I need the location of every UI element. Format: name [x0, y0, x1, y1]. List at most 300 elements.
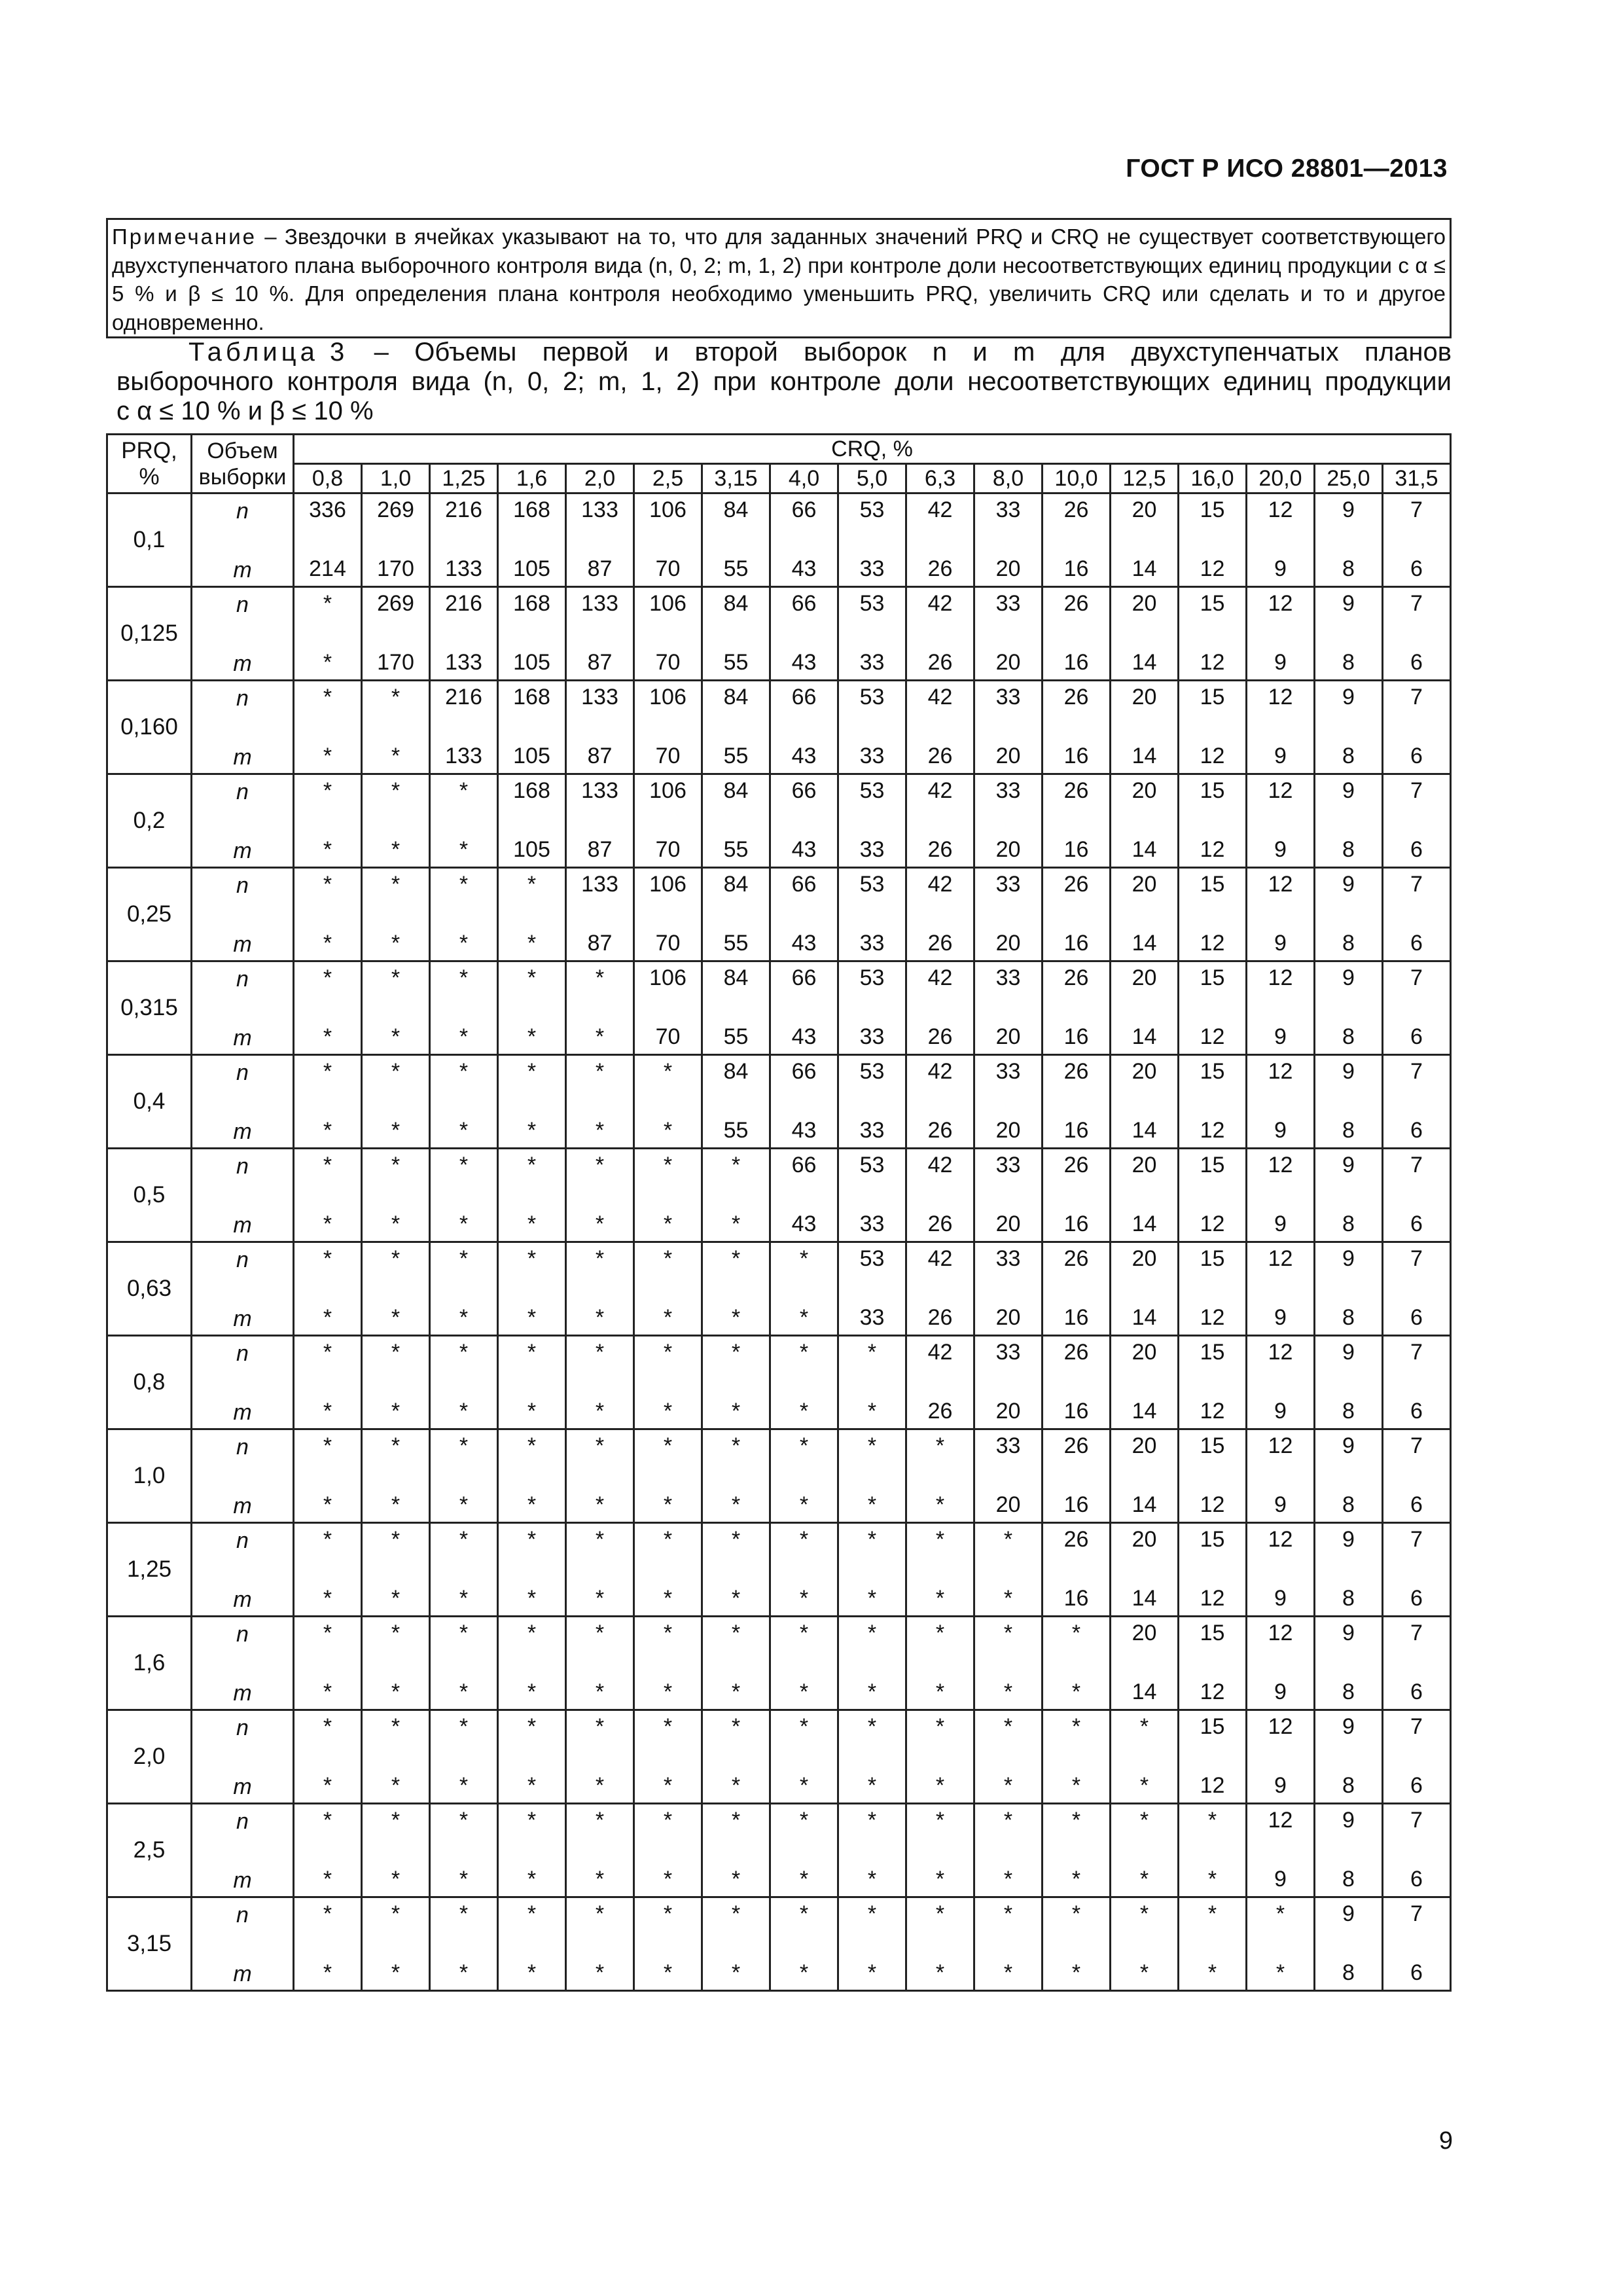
value-n: * [731, 1808, 741, 1833]
table-row [107, 681, 1451, 774]
value-n: 7 [1410, 1340, 1423, 1365]
value-m: 43 [791, 650, 817, 675]
value-n: 84 [723, 778, 749, 803]
value-m: * [459, 1211, 469, 1236]
value-m: 6 [1410, 650, 1423, 675]
value-n: 133 [581, 591, 618, 616]
value-n: * [867, 1527, 877, 1552]
sample-size-cell [1247, 1429, 1315, 1523]
value-n: 9 [1342, 1621, 1355, 1645]
value-n: * [391, 685, 401, 709]
value-m: 20 [995, 556, 1021, 581]
label-m: m [233, 838, 252, 863]
prq-value: 0,125 [107, 587, 192, 681]
value-m: 26 [927, 837, 953, 862]
sample-size-cell [1179, 493, 1247, 587]
value-n: 9 [1342, 965, 1355, 990]
value-n: 26 [1063, 685, 1089, 709]
value-n: 33 [995, 1153, 1021, 1177]
sample-label-cell [192, 868, 294, 961]
crq-value: 16,0 [1179, 464, 1247, 493]
value-n: 168 [513, 685, 550, 709]
sample-size-cell [770, 1617, 838, 1710]
value-n: 15 [1200, 1433, 1225, 1458]
value-n: 168 [513, 778, 550, 803]
value-n: 84 [723, 591, 749, 616]
sample-size-cell [294, 868, 362, 961]
value-n: 9 [1342, 1059, 1355, 1084]
sample-size-cell [362, 1429, 430, 1523]
value-m: 14 [1132, 1586, 1157, 1611]
value-m: 170 [377, 556, 414, 581]
sample-size-cell [430, 961, 498, 1055]
sample-size-cell [838, 774, 906, 868]
sample-size-cell [702, 1523, 770, 1617]
value-m: 8 [1342, 1492, 1355, 1517]
sample-size-cell [1111, 961, 1179, 1055]
value-m: * [1275, 1960, 1285, 1985]
value-m: 87 [587, 744, 613, 768]
value-n: * [867, 1340, 877, 1365]
value-m: * [323, 1586, 332, 1611]
table-header-row [107, 435, 1451, 464]
sample-size-cell [1383, 587, 1451, 681]
sample-size-cell [294, 961, 362, 1055]
value-n: * [1207, 1808, 1217, 1833]
sample-size-cell [1043, 493, 1111, 587]
value-n: 26 [1063, 965, 1089, 990]
sample-size-cell [770, 868, 838, 961]
value-m: 16 [1063, 1211, 1089, 1236]
sample-size-cell [634, 1429, 702, 1523]
sample-size-cell [702, 587, 770, 681]
sample-size-cell [974, 1149, 1043, 1242]
sample-size-cell [906, 1617, 974, 1710]
value-n: * [1003, 1621, 1013, 1645]
sample-size-cell [1111, 1336, 1179, 1429]
label-n: n [236, 1903, 249, 1928]
value-m: * [527, 1867, 537, 1892]
value-n: * [459, 1246, 469, 1271]
value-n: * [867, 1621, 877, 1645]
value-n: * [1003, 1901, 1013, 1926]
value-n: 42 [927, 1059, 953, 1084]
value-m: * [323, 650, 332, 675]
value-m: * [935, 1679, 945, 1704]
value-m: * [527, 1586, 537, 1611]
value-n: * [935, 1621, 945, 1645]
label-n: n [236, 780, 249, 804]
value-m: 105 [513, 837, 550, 862]
value-n: 15 [1200, 685, 1225, 709]
label-m: m [233, 1494, 252, 1518]
sample-size-cell [634, 961, 702, 1055]
value-m: * [527, 1305, 537, 1330]
value-n: 216 [445, 685, 482, 709]
crq-values-row [107, 464, 1451, 493]
value-n: 20 [1132, 778, 1157, 803]
sample-label-cell [192, 1149, 294, 1242]
table-row [107, 587, 1451, 681]
sample-size-cell [1315, 961, 1383, 1055]
value-n: 84 [723, 685, 749, 709]
value-n: * [731, 1714, 741, 1739]
value-m: 20 [995, 1211, 1021, 1236]
table-row [107, 1523, 1451, 1617]
value-n: 15 [1200, 1059, 1225, 1084]
label-n: n [236, 1154, 249, 1179]
value-n: * [867, 1714, 877, 1739]
sample-size-cell [1111, 868, 1179, 961]
value-m: * [459, 1399, 469, 1424]
value-n: * [391, 1153, 401, 1177]
value-m: * [731, 1211, 741, 1236]
sample-size-cell [1179, 1897, 1247, 1991]
value-n: 7 [1410, 965, 1423, 990]
value-n: 53 [859, 965, 885, 990]
sample-size-cell [838, 1710, 906, 1804]
sample-size-cell [634, 587, 702, 681]
sample-size-cell [1111, 1149, 1179, 1242]
value-n: 12 [1268, 872, 1293, 897]
label-m: m [233, 1587, 252, 1612]
value-m: * [323, 1773, 332, 1798]
value-m: * [323, 1492, 332, 1517]
label-m: m [233, 651, 252, 676]
sample-size-cell [1315, 587, 1383, 681]
value-n: * [459, 1714, 469, 1739]
sample-size-cell [498, 1429, 566, 1523]
value-n: 15 [1200, 1153, 1225, 1177]
value-m: * [459, 1867, 469, 1892]
value-m: * [867, 1492, 877, 1517]
table-row [107, 493, 1451, 587]
value-n: * [323, 1808, 332, 1833]
value-m: 26 [927, 744, 953, 768]
value-n: * [459, 872, 469, 897]
value-m: * [391, 744, 401, 768]
sample-size-cell [1247, 587, 1315, 681]
sample-size-cell [974, 1429, 1043, 1523]
value-n: 12 [1268, 1621, 1293, 1645]
value-m: 105 [513, 556, 550, 581]
crq-value: 1,0 [362, 464, 430, 493]
value-n: * [323, 1714, 332, 1739]
value-n: * [1071, 1901, 1081, 1926]
sample-size-cell [1383, 1429, 1451, 1523]
value-n: * [663, 1808, 673, 1833]
value-n: * [595, 965, 605, 990]
sample-size-cell [1111, 1804, 1179, 1897]
value-n: * [867, 1808, 877, 1833]
sample-label-cell [192, 961, 294, 1055]
value-n: * [595, 1246, 605, 1271]
value-m: 12 [1200, 1586, 1225, 1611]
value-n: 12 [1268, 1059, 1293, 1084]
prq-value: 0,25 [107, 868, 192, 961]
value-n: * [799, 1808, 809, 1833]
sample-size-cell [430, 1055, 498, 1149]
value-n: * [391, 1059, 401, 1084]
sample-size-cell [1179, 1617, 1247, 1710]
sample-label-cell [192, 587, 294, 681]
prq-value: 0,8 [107, 1336, 192, 1429]
value-n: 133 [581, 497, 618, 522]
value-m: 8 [1342, 1586, 1355, 1611]
value-n: 53 [859, 1246, 885, 1271]
value-m: 87 [587, 650, 613, 675]
sample-size-cell [906, 1804, 974, 1897]
value-n: 42 [927, 872, 953, 897]
sample-size-cell [498, 1804, 566, 1897]
value-n: * [595, 1714, 605, 1739]
label-n: n [236, 592, 249, 617]
crq-value: 31,5 [1383, 464, 1451, 493]
sample-size-cell [362, 1336, 430, 1429]
prq-value: 2,0 [107, 1710, 192, 1804]
value-n: * [527, 1714, 537, 1739]
sample-size-cell [1247, 1523, 1315, 1617]
value-m: 26 [927, 650, 953, 675]
crq-value: 20,0 [1247, 464, 1315, 493]
sample-size-cell [1043, 1617, 1111, 1710]
sample-label-cell [192, 774, 294, 868]
value-m: * [935, 1773, 945, 1798]
value-n: * [1071, 1808, 1081, 1833]
value-n: * [731, 1527, 741, 1552]
value-m: * [459, 1773, 469, 1798]
value-m: 70 [655, 837, 681, 862]
value-n: * [459, 965, 469, 990]
sample-size-cell [1179, 961, 1247, 1055]
value-m: * [799, 1586, 809, 1611]
value-n: 20 [1132, 1527, 1157, 1552]
value-n: 20 [1132, 1621, 1157, 1645]
value-m: * [595, 1211, 605, 1236]
value-m: 9 [1274, 1305, 1287, 1330]
sample-size-cell [1383, 1617, 1451, 1710]
sample-size-cell [498, 1710, 566, 1804]
sample-size-cell [974, 1804, 1043, 1897]
value-m: 20 [995, 744, 1021, 768]
value-m: 14 [1132, 1679, 1157, 1704]
value-m: 14 [1132, 931, 1157, 956]
sample-size-cell [770, 1897, 838, 1991]
value-m: 33 [859, 1305, 885, 1330]
value-m: 12 [1200, 1118, 1225, 1143]
sample-size-cell [430, 1804, 498, 1897]
sample-label-cell [192, 493, 294, 587]
value-m: 70 [655, 650, 681, 675]
value-n: * [595, 1527, 605, 1552]
value-m: * [867, 1960, 877, 1985]
sample-size-cell [702, 1804, 770, 1897]
sample-size-cell [702, 1897, 770, 1991]
value-n: * [935, 1527, 945, 1552]
value-n: 20 [1132, 1059, 1157, 1084]
value-m: 33 [859, 1211, 885, 1236]
value-m: * [1207, 1960, 1217, 1985]
sample-size-cell [430, 1617, 498, 1710]
value-m: 55 [723, 1118, 749, 1143]
value-m: 14 [1132, 744, 1157, 768]
value-m: 20 [995, 1399, 1021, 1424]
value-m: 6 [1410, 1773, 1423, 1798]
value-n: 42 [927, 591, 953, 616]
note-lead: Примечание [112, 224, 257, 249]
sample-size-cell [430, 1710, 498, 1804]
sample-size-cell [838, 587, 906, 681]
sample-size-cell [1315, 1710, 1383, 1804]
sample-size-cell [430, 493, 498, 587]
sample-size-cell [1043, 1149, 1111, 1242]
value-n: * [595, 1153, 605, 1177]
value-n: 20 [1132, 965, 1157, 990]
value-n: 168 [513, 497, 550, 522]
value-n: * [527, 1153, 537, 1177]
sample-size-cell [702, 1429, 770, 1523]
sample-size-cell [430, 1429, 498, 1523]
table-row [107, 1429, 1451, 1523]
label-m: m [233, 932, 252, 957]
value-n: * [595, 1808, 605, 1833]
value-m: 16 [1063, 650, 1089, 675]
value-n: 84 [723, 965, 749, 990]
sample-size-cell [1247, 1710, 1315, 1804]
value-m: * [459, 1586, 469, 1611]
value-n: 33 [995, 497, 1021, 522]
label-n: n [236, 967, 249, 992]
sample-size-cell [906, 1055, 974, 1149]
table-row [107, 1804, 1451, 1897]
value-m: 43 [791, 744, 817, 768]
value-m: * [323, 931, 332, 956]
value-m: * [391, 1118, 401, 1143]
value-m: * [527, 1211, 537, 1236]
value-n: * [799, 1901, 809, 1926]
sample-size-cell [1247, 961, 1315, 1055]
value-n: * [663, 1340, 673, 1365]
value-n: 7 [1410, 497, 1423, 522]
value-m: 26 [927, 1211, 953, 1236]
sample-size-cell [1247, 1336, 1315, 1429]
sample-size-cell [974, 868, 1043, 961]
value-m: 87 [587, 837, 613, 862]
table-row [107, 1149, 1451, 1242]
value-m: * [663, 1305, 673, 1330]
sample-size-cell [770, 1055, 838, 1149]
sample-size-cell [430, 1336, 498, 1429]
value-m: 6 [1410, 1211, 1423, 1236]
sample-size-cell [974, 1523, 1043, 1617]
sample-size-cell [1179, 1429, 1247, 1523]
sample-size-cell [974, 1242, 1043, 1336]
sample-size-cell [498, 1523, 566, 1617]
sample-size-cell [634, 1523, 702, 1617]
sample-size-cell [430, 868, 498, 961]
prq-value: 0,160 [107, 681, 192, 774]
value-m: * [1003, 1773, 1013, 1798]
sample-size-cell [294, 587, 362, 681]
value-m: 6 [1410, 744, 1423, 768]
sample-size-cell [838, 1149, 906, 1242]
header-sample-size: Объем выборки [192, 435, 294, 493]
sample-size-cell [1383, 1523, 1451, 1617]
value-n: 66 [791, 591, 817, 616]
sample-size-cell [1111, 1523, 1179, 1617]
value-m: 55 [723, 1024, 749, 1049]
note-text: – Звездочки в ячейках указывают на то, что для заданных значений PRQ и CRQ не существует соответствующего двухступенчатого плана выборочного контроля вида (n, 0, 2; m, 1, 2) при контроле доли несоответствующих единиц продукции с α ≤ 5 % и β ≤ 10 %. Для определения плана контроля необходимо уменьшить PRQ, увеличить CRQ или сделать и то и другое одновременно. [112, 224, 1446, 334]
value-n: 7 [1410, 1621, 1423, 1645]
value-m: * [867, 1586, 877, 1611]
sample-size-table [106, 433, 1452, 1992]
sample-size-cell [702, 1336, 770, 1429]
value-m: * [799, 1492, 809, 1517]
value-n: 42 [927, 965, 953, 990]
sample-label-cell [192, 1523, 294, 1617]
sample-size-cell [974, 587, 1043, 681]
value-m: 6 [1410, 1492, 1423, 1517]
value-n: 7 [1410, 591, 1423, 616]
value-n: 42 [927, 778, 953, 803]
sample-size-cell [1247, 1804, 1315, 1897]
sample-size-cell [634, 1804, 702, 1897]
value-n: * [595, 1433, 605, 1458]
sample-size-cell [498, 774, 566, 868]
value-m: * [1003, 1867, 1013, 1892]
value-m: * [323, 1024, 332, 1049]
sample-size-cell [294, 1804, 362, 1897]
value-n: 53 [859, 1153, 885, 1177]
value-m: 8 [1342, 1211, 1355, 1236]
value-m: * [595, 1867, 605, 1892]
value-n: 12 [1268, 1527, 1293, 1552]
value-n: * [799, 1621, 809, 1645]
value-n: * [1139, 1901, 1149, 1926]
sample-size-cell [1247, 774, 1315, 868]
sample-size-cell [498, 1055, 566, 1149]
value-m: 6 [1410, 1024, 1423, 1049]
crq-value: 2,0 [566, 464, 634, 493]
sample-size-cell [770, 1710, 838, 1804]
value-n: 53 [859, 497, 885, 522]
value-m: 16 [1063, 1118, 1089, 1143]
table-row [107, 1242, 1451, 1336]
sample-size-cell [1043, 868, 1111, 961]
label-m: m [233, 558, 252, 583]
value-n: 7 [1410, 1153, 1423, 1177]
label-n: n [236, 1435, 249, 1460]
value-n: 12 [1268, 965, 1293, 990]
sample-size-cell [294, 774, 362, 868]
value-m: * [323, 1305, 332, 1330]
label-n: n [236, 1622, 249, 1647]
sample-size-cell [566, 681, 634, 774]
value-m: * [459, 1305, 469, 1330]
value-m: * [323, 1960, 332, 1985]
value-n: 12 [1268, 778, 1293, 803]
crq-value: 25,0 [1315, 464, 1383, 493]
value-n: 12 [1268, 1433, 1293, 1458]
prq-value: 3,15 [107, 1897, 192, 1991]
value-m: 9 [1274, 931, 1287, 956]
value-n: 26 [1063, 872, 1089, 897]
label-m: m [233, 1119, 252, 1144]
sample-size-cell [1111, 1617, 1179, 1710]
value-m: 12 [1200, 1679, 1225, 1704]
value-n: * [595, 1901, 605, 1926]
sample-size-cell [1043, 1897, 1111, 1991]
